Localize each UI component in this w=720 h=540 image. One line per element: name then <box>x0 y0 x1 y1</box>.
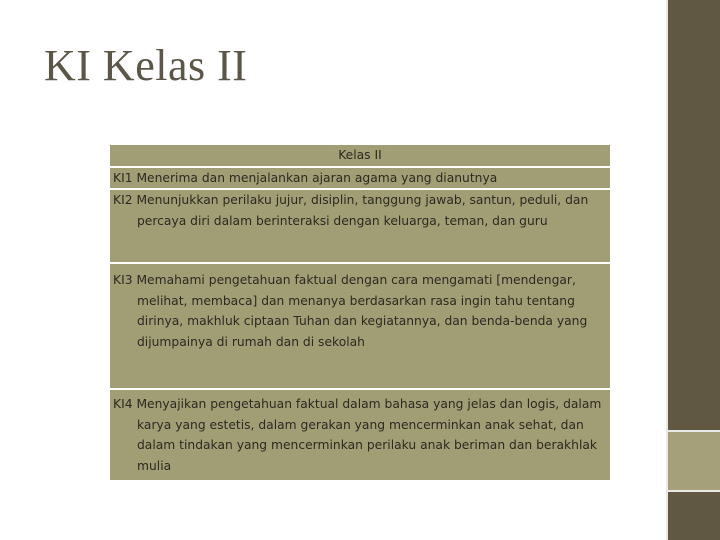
table-row <box>109 167 611 190</box>
side-bar-bottom <box>668 492 720 540</box>
table-row <box>109 263 611 389</box>
side-bar-middle <box>668 432 720 490</box>
ki-table <box>108 143 612 482</box>
ki-code: KI4 <box>113 397 133 411</box>
ki-text: Menunjukkan perilaku jujur, disiplin, tanggung jawab, santun, peduli, dan percaya diri dalam berinteraksi dengan keluarga, teman, dan guru <box>136 193 589 228</box>
side-bar-top <box>668 0 720 430</box>
ki-text: Memahami pengetahuan faktual dengan cara mengamati [mendengar, melihat, membaca] dan menanya berdasarkan rasa ingin tahu tentang dirinya, makhluk ciptaan Tuhan dan kegiatannya, dan benda-benda yang dijumpainya di rumah dan di sekolah <box>136 273 588 349</box>
ki-code: KI3 <box>113 273 133 287</box>
slide-title: KI Kelas II <box>44 41 248 90</box>
table-row <box>109 189 611 263</box>
ki-code: KI2 <box>113 193 133 207</box>
table-row <box>109 389 611 481</box>
ki-code: KI1 <box>113 170 133 185</box>
table-header: Kelas II <box>109 144 611 167</box>
ki-text: Menyajikan pengetahuan faktual dalam bahasa yang jelas dan logis, dalam karya yang estetis, dalam gerakan yang mencerminkan anak sehat, dan dalam tindakan yang mencerminkan perilaku anak beriman dan berakhlak mulia <box>136 397 602 473</box>
ki-text: Menerima dan menjalankan ajaran agama yang dianutnya <box>136 170 498 185</box>
